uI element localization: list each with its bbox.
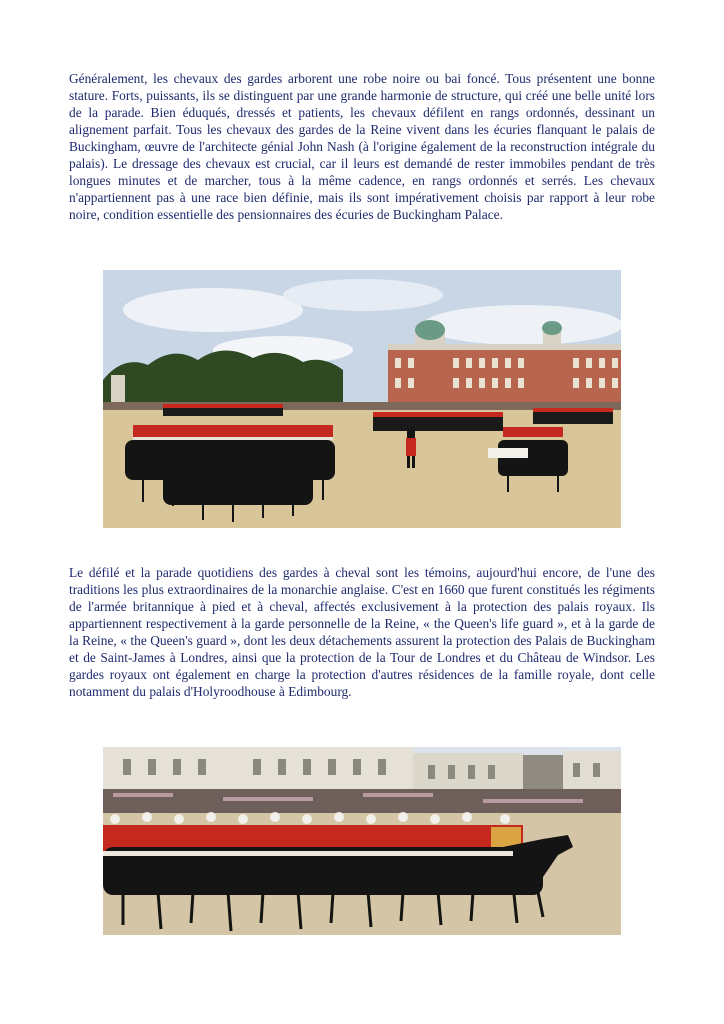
photo-life-guards-cavalry bbox=[103, 747, 621, 935]
paragraph-horses-description: Généralement, les chevaux des gardes arborent une robe noire ou bai foncé. Tous présentent une bonne stature. Forts, puissants, ils se distinguent par une grande harmonie de structure, qui créé une belle unité lors de la parade. Bien éduqués, dressés et patients, les chevaux défilent en rangs ordonnés, dessinant un alignement parfait. Tous les chevaux des gardes de la Reine vivent dans les écuries flanquant le palais de Buckingham, œuvre de l'architecte génial John Nash (à l'origine également de la reconstruction intégrale du palais). Le dressage des chevaux est crucial, car il leurs est demandé de rester immobiles pendant de très longues minutes et de marcher, tous à la même cadence, en rangs ordonnés et serrés. Les chevaux n'appartiennent pas à une race bien définie, mais ils sont impérativement choisis par rapport à leur robe noire, condition essentielle des pensionnaires des écuries de Buckingham Palace. bbox=[69, 71, 655, 222]
cavalry-march-illustration bbox=[103, 747, 621, 935]
photo-horse-guards-parade bbox=[103, 270, 621, 528]
paragraph-guards-history: Le défilé et la parade quotidiens des gardes à cheval sont les témoins, aujourd'hui encore, de l'une des traditions les plus extraordinaires de la monarchie anglaise. C'est en 1660 que furent constitués les régiments de l'armée britannique à pied et à cheval, affectés exclusivement à la protection des palais royaux. Ils appartiennent respectivement à la garde personnelle de la Reine, « the Queen's life guard », et à la garde de la Reine, « the Queen's guard », dont les deux détachements assurent la protection des Palais de Buckingham et de Saint-James à Londres, ainsi que la protection de la Tour de Londres et du Château de Windsor. Les gardes royaux ont également en charge la protection d'autres résidences de la famille royale, dont celle notamment du palais d'Holyroodhouse à Edimbourg. bbox=[69, 565, 655, 699]
parade-ground-illustration bbox=[103, 270, 621, 528]
